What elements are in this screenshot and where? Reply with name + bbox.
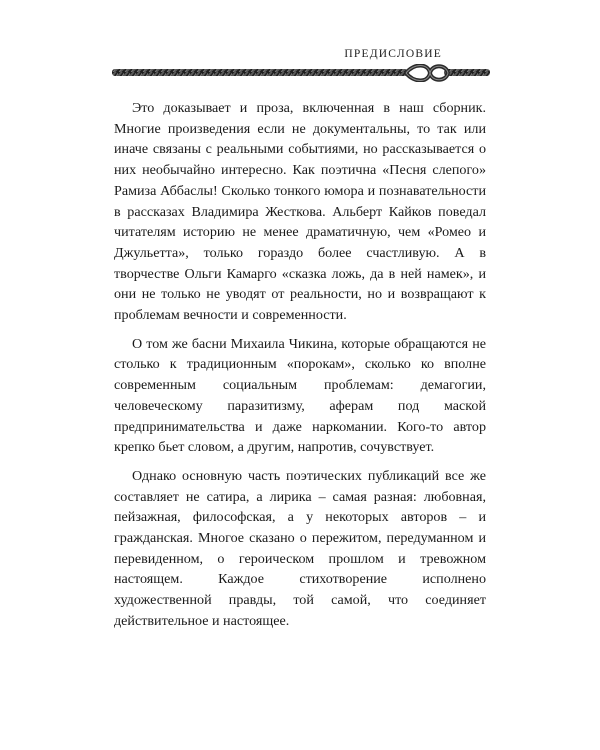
- running-header-title: ПРЕДИСЛОВИЕ: [344, 48, 442, 60]
- main-text: [114, 98, 486, 640]
- rope-knot-divider: [112, 64, 490, 82]
- paragraph-3: Однако основную часть поэтических публикаций все же составляет не сатира, а лирика – самая разная: любовная, пейзажная, философская, а у некоторых авторов – и гражданская. Многое сказано о пережитом, передуманном и перевиденном, о героическом прошлом и тревожном настоящем. Каждое стихотворение исполнено художественной правды, той самой, что соединяет действительное и настоящее.: [114, 467, 486, 629]
- paragraph-1: Это доказывает и проза, включенная в наш сборник. Многие произведения если не документальны, то так или иначе связаны с реальными событиями, но рассказывается о них необычайно интересно. Как поэтична «Песня слепого» Рамиза Аббаслы! Сколько тонкого юмора и познавательности в рассказах Владимира Жесткова. Альберт Кайков поведал читателям историю не менее драматичную, чем «Ромео и Джульетта», только гораздо более счастливую. А в творчестве Ольги Камарго «сказка ложь, да в ней намек», и они не только не уводят от реальности, но и возвращают к проблемам вечности и современности.: [114, 100, 486, 324]
- paragraph-2: О том же басни Михаила Чикина, которые обращаются не столько к традиционным «порокам», сколько ко вполне современным социальным проблемам: демагогии, человеческому паразитизму, аферам под маской предпринимательства и даже наркомании. Кого-то автор крепко бьет словом, а другим, напротив, сочувствует.: [114, 335, 486, 456]
